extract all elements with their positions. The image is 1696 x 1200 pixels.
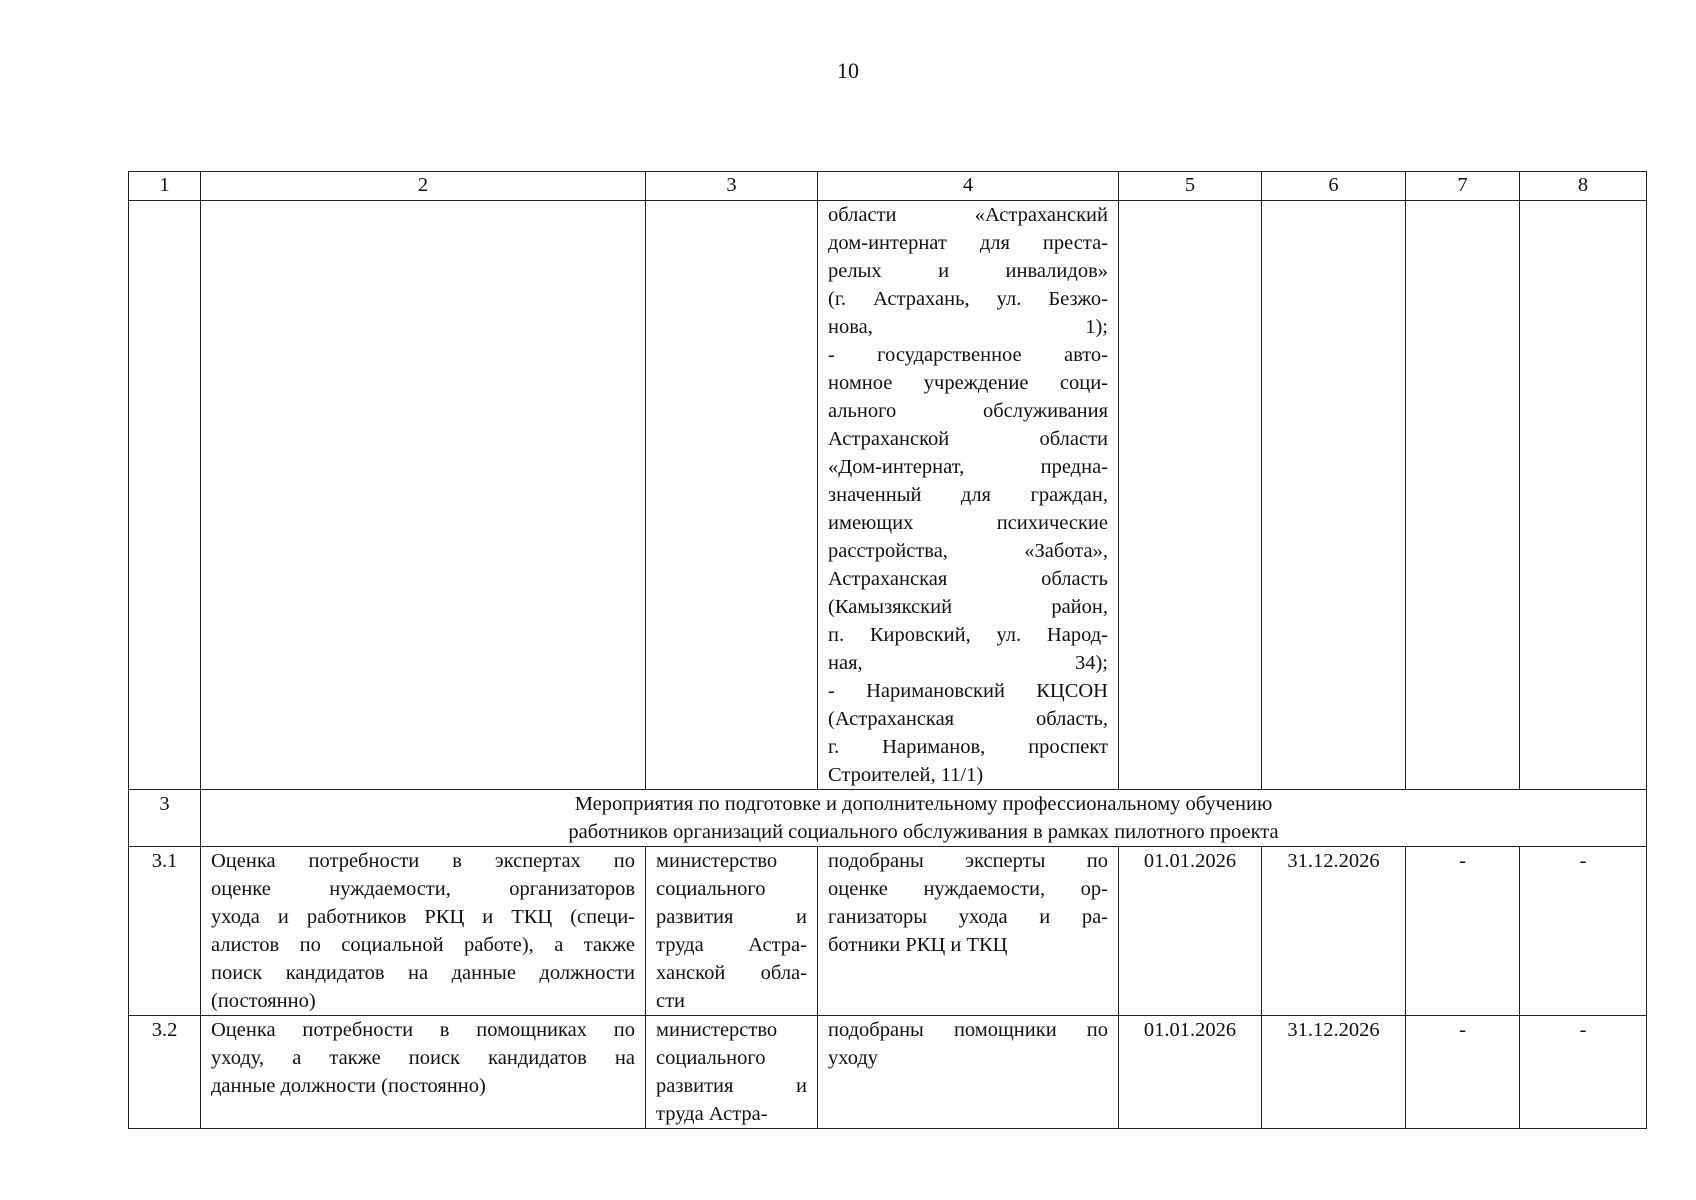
- text-line: расстройства, «Забота»,: [828, 540, 1108, 562]
- text-line: развития и: [656, 906, 807, 928]
- text-line: ная, 34);: [828, 652, 1108, 674]
- text-line: (постоянно): [211, 990, 316, 1012]
- text-line: номное учреждение соци-: [828, 372, 1108, 394]
- text-line: ганизаторы ухода и ра-: [828, 906, 1108, 928]
- text-line: алистов по социальной работе), а также: [211, 934, 635, 956]
- section-number: 3: [129, 790, 201, 847]
- text-line: труда Астра-: [656, 934, 807, 956]
- text-line: развития и: [656, 1075, 807, 1097]
- column-header: 3: [646, 172, 818, 201]
- text-line: г. Нариманов, проспект: [828, 736, 1108, 758]
- text-line: поиск кандидатов на данные должности: [211, 962, 635, 984]
- row-number: 3.1: [129, 847, 201, 1016]
- col7-value: -: [1406, 847, 1520, 1016]
- text-line: оценке нуждаемости, организаторов: [211, 878, 635, 900]
- text-line: ботники РКЦ и ТКЦ: [828, 934, 1008, 956]
- text-line: Астраханская область: [828, 568, 1108, 590]
- text-line: Строителей, 11/1): [828, 764, 984, 786]
- text-line: уходу: [828, 1047, 879, 1069]
- text-line: - государственное авто-: [828, 344, 1108, 366]
- text-line: - Наримановский КЦСОН: [828, 680, 1108, 702]
- column-header: 1: [129, 172, 201, 201]
- empty-cell: [646, 201, 818, 790]
- section-title-line: Мероприятия по подготовке и дополнительному профессиональному обучению: [574, 793, 1273, 815]
- activity-cell: [201, 847, 646, 1016]
- text-line: п. Кировский, ул. Народ-: [828, 624, 1108, 646]
- responsible-cell: [646, 847, 818, 1016]
- text-line: Астраханской области: [828, 428, 1108, 450]
- column-header: 6: [1262, 172, 1406, 201]
- column-header-row: [129, 172, 1647, 201]
- page-number: 10: [837, 58, 859, 83]
- activities-table: [128, 171, 1647, 1129]
- continuation-result-cell: [818, 201, 1119, 790]
- row-number: 3.2: [129, 1016, 201, 1129]
- text-line: ухода и работников РКЦ и ТКЦ (специ-: [211, 906, 635, 928]
- empty-cell: [129, 201, 201, 790]
- empty-cell: [1262, 201, 1406, 790]
- text-line: области «Астраханский: [828, 204, 1108, 226]
- column-header: 4: [818, 172, 1119, 201]
- table-row: [129, 847, 1647, 1016]
- text-line: ханской обла-: [656, 962, 807, 984]
- responsible-cell: [646, 1016, 818, 1129]
- text-line: значенный для граждан,: [828, 484, 1108, 506]
- empty-cell: [1406, 201, 1520, 790]
- text-line: Оценка потребности в экспертах по: [211, 850, 635, 872]
- result-cell: [818, 847, 1119, 1016]
- text-line: министерство: [656, 850, 778, 872]
- activity-cell: [201, 1016, 646, 1129]
- empty-cell: [201, 201, 646, 790]
- section-title: [201, 790, 1647, 847]
- text-line: труда Астра-: [656, 1103, 768, 1125]
- text-line: социального: [656, 1047, 766, 1069]
- column-header: 5: [1119, 172, 1262, 201]
- empty-cell: [1520, 201, 1647, 790]
- empty-cell: [1119, 201, 1262, 790]
- result-cell: [818, 1016, 1119, 1129]
- text-line: оценке нуждаемости, ор-: [828, 878, 1108, 900]
- column-header: 8: [1520, 172, 1647, 201]
- text-line: Оценка потребности в помощниках по: [211, 1019, 635, 1041]
- continuation-row: [129, 201, 1647, 790]
- text-line: (Астраханская область,: [828, 708, 1108, 730]
- text-line: нова, 1);: [828, 316, 1108, 338]
- text-line: подобраны эксперты по: [828, 850, 1108, 872]
- text-line: данные должности (постоянно): [211, 1075, 486, 1097]
- text-line: сти: [656, 990, 686, 1012]
- text-line: «Дом-интернат, предна-: [828, 456, 1108, 478]
- end-date: 31.12.2026: [1262, 1016, 1406, 1129]
- section-row: [129, 790, 1647, 847]
- text-line: релых и инвалидов»: [828, 260, 1108, 282]
- text-line: министерство: [656, 1019, 778, 1041]
- text-line: уходу, а также поиск кандидатов на: [211, 1047, 635, 1069]
- col8-value: -: [1520, 847, 1647, 1016]
- text-line: (Камызякский район,: [828, 596, 1108, 618]
- text-line: ального обслуживания: [828, 400, 1108, 422]
- text-line: подобраны помощники по: [828, 1019, 1108, 1041]
- text-line: имеющих психические: [828, 512, 1108, 534]
- start-date: 01.01.2026: [1119, 1016, 1262, 1129]
- column-header: 2: [201, 172, 646, 201]
- section-title-line: работников организаций социального обслуживания в рамках пилотного проекта: [568, 821, 1279, 843]
- text-line: дом-интернат для преста-: [828, 232, 1108, 254]
- end-date: 31.12.2026: [1262, 847, 1406, 1016]
- text-line: социального: [656, 878, 766, 900]
- start-date: 01.01.2026: [1119, 847, 1262, 1016]
- col7-value: -: [1406, 1016, 1520, 1129]
- column-header: 7: [1406, 172, 1520, 201]
- text-line: (г. Астрахань, ул. Безжо-: [828, 288, 1108, 310]
- col8-value: -: [1520, 1016, 1647, 1129]
- table-row: [129, 1016, 1647, 1129]
